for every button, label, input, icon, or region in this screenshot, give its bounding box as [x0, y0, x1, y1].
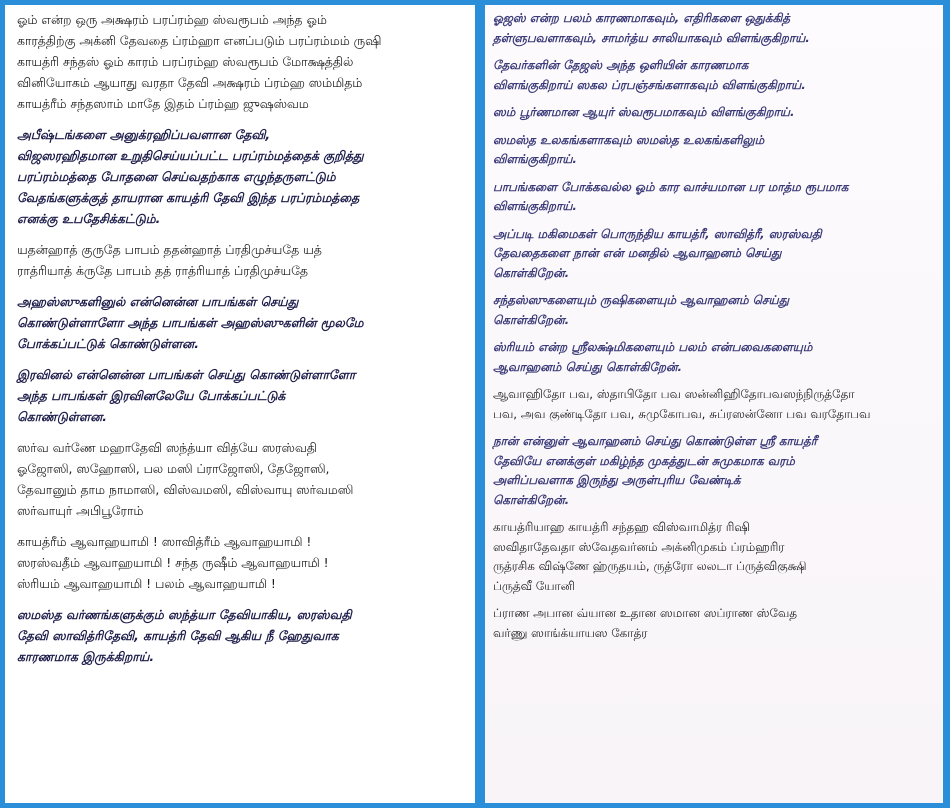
text-line: ஸர்வ வர்ணே மஹாதேவி ஸந்த்யா வித்யே ஸரஸ்வதி: [17, 440, 317, 455]
text-paragraph: [17, 124, 467, 229]
text-line: விளங்குகிறாய்.: [493, 199, 577, 213]
text-line: தள்ளுபவளாகவும், சாமர்த்ய சாலியாகவும் விளங்குகிறாய்.: [493, 30, 810, 45]
text-line: அஹஸ்ஸுகளினுல் என்னென்ன பாபங்கள் செய்து: [17, 294, 299, 309]
text-line: தேவியே எனக்குள் மகிழ்ந்த முகத்துடன் சுமுகமாக வரம்: [493, 453, 795, 468]
text-line: ஸ்ரியம் ஆவாஹயாமி ! பலம் ஆவாஹயாமி !: [17, 576, 276, 591]
text-paragraph: [493, 338, 935, 377]
text-paragraph: [17, 604, 467, 667]
text-line: ஓஜோஸி, ஸஹோஸி, பல மஸி ப்ராஜோஸி, தேஜோஸி,: [17, 461, 330, 476]
text-line: அபீஷ்டங்களை அனுக்ரஹிப்பவளான தேவி,: [17, 127, 271, 142]
text-paragraph: [493, 518, 935, 596]
text-line: தேவர்களின் தேஜஸ் அந்த ஒளியின் காரணமாக: [493, 58, 749, 72]
text-paragraph: [493, 103, 935, 123]
text-line: அளிப்பவளாக இருந்து அருள்புரிய வேண்டிக்: [493, 473, 741, 487]
text-paragraph: [17, 531, 467, 594]
text-line: காயத்ரீம் ஆவாஹயாமி ! ஸாவித்ரீம் ஆவாஹயாமி !: [17, 534, 312, 549]
text-paragraph: [493, 56, 935, 95]
text-line: பவ, அவ குண்டிதோ பவ, சுமுகோபவ, சுப்ரஸன்னோ பவ வரதோபவ: [493, 406, 871, 421]
text-line: ஸ்ரியம் என்ற ஸ்ரீலக்ஷ்மிகளையும் பலம் என்பவைகளையும்: [493, 340, 813, 354]
text-line: இரவினல் என்னென்ன பாபங்கள் செய்து கொண்டுள்ளாளோ: [17, 367, 356, 382]
left-text-column: [5, 5, 475, 803]
text-line: பாபங்களை போக்கவல்ல ஓம் கார வாச்யமான பர மாத்ம ரூபமாக: [493, 179, 849, 194]
text-line: அந்த பாபங்கள் இரவினலேயே போக்கப்பட்டுக்: [17, 388, 286, 403]
text-line: அப்படி மகிமைகள் பொருந்திய காயத்ரீ, ஸாவித்ரீ, ஸரஸ்வதி: [493, 226, 822, 241]
text-line: ஆவாஹிதோ பவ, ஸ்தாபிதோ பவ ஸன்னிஹிதோபவஸந்நிருத்தோ: [493, 387, 855, 401]
text-line: ஸரஸ்வதீம் ஆவாஹயாமி ! சந்த ருஷீம் ஆவாஹயாமி !: [17, 555, 329, 570]
text-line: யதன்ஹாத் குருதே பாபம் ததன்ஹாத் ப்ரதிமுச்யதே யத்: [17, 242, 322, 257]
text-line: வேதங்களுக்குத் தாயரான காயத்ரி தேவி இந்த பரப்ரம்மத்தை: [17, 190, 360, 205]
text-line: ஸவிதாதேவதா ஸ்வேதவர்னம் அக்னிமுகம் ப்ரம்ஹரிர: [493, 539, 785, 554]
text-paragraph: [493, 432, 935, 510]
text-line: காயத்ரீம் சந்தஸாம் மாதே இதம் ப்ரம்ஹ ஜுஷஸ்வம: [17, 96, 309, 111]
text-paragraph: [17, 437, 467, 521]
text-paragraph: [17, 9, 467, 114]
text-line: ஸமஸ்த வர்ணங்களுக்கும் ஸந்த்யா தேவியாகிய, ஸரஸ்வதி: [17, 607, 352, 622]
text-paragraph: [493, 291, 935, 330]
text-line: தேவதைகளை நான் என் மனதில் ஆவாஹனம் செய்து: [493, 246, 782, 260]
text-paragraph: [17, 291, 467, 354]
text-line: நான் என்னுள் ஆவாஹனம் செய்து கொண்டுள்ள ஸ்ரீ காயத்ரீ: [493, 434, 817, 448]
text-line: கொள்கிறேன்.: [493, 312, 570, 327]
right-text-column: [485, 5, 943, 803]
text-line: வினியோகம் ஆயாது வரதா தேவி அக்ஷரம் ப்ரம்ஹ ஸம்மிதம்: [17, 75, 363, 90]
text-line: எனக்கு உபதேசிக்கட்டும்.: [17, 211, 161, 226]
text-line: வர்ணு ஸாங்க்யாயஸ கோத்ர: [493, 625, 648, 640]
text-line: கொள்கிறேன்.: [493, 265, 570, 280]
text-paragraph: [17, 239, 467, 281]
text-line: விளங்குகிறாய்.: [493, 152, 577, 166]
text-line: தேவானும் தாம நாமாஸி, விஸ்வமஸி, விஸ்வாயு ஸர்வமஸி: [17, 482, 354, 497]
text-line: விஜஸரஹிதமான உறுதிசெய்யப்பட்ட பரப்ரம்மத்தைக் குறித்து: [17, 148, 364, 163]
text-paragraph: [493, 9, 935, 48]
text-line: தேவி ஸாவித்ரிதேவி, காயத்ரி தேவி ஆகிய நீ ஹேதுவாக: [17, 628, 339, 643]
text-paragraph: [17, 364, 467, 427]
text-line: விளங்குகிறாய் ஸகல ப்ரபஞ்சங்களாகவும் விளங்குகிறாய்.: [493, 77, 806, 92]
text-paragraph: [493, 385, 935, 424]
text-line: ஓம் என்ற ஒரு அக்ஷரம் பரப்ரம்ஹ ஸ்வரூபம் அந்த ஓம்: [17, 12, 327, 27]
text-line: ராத்ரியாத் க்ருதே பாபம் தத் ராத்ரியாத் ப்ரதிமுச்யதே: [17, 263, 308, 278]
text-line: ஸமஸ்த உலகங்களாகவும் ஸமஸ்த உலகங்களிலும்: [493, 132, 765, 147]
text-line: சந்தஸ்ஸுகளையும் ருஷிகளையும் ஆவாஹனம் செய்து: [493, 293, 790, 307]
text-line: காரத்திற்கு அக்னி தேவதை ப்ரம்ஹா எனப்படும் பரப்ரம்மம் ருஷி: [17, 33, 382, 48]
text-line: கொண்டுள்ளன.: [17, 409, 107, 424]
text-line: ப்ருத்வீ யோனி: [493, 578, 575, 593]
text-line: காயத்ரியாஹ காயத்ரி சந்தஹ விஸ்வாமித்ர ரிஷி: [493, 520, 750, 534]
text-line: பரப்ரம்மத்தை போதனை செய்வதற்காக எழுந்தருளட்டும்: [17, 169, 336, 184]
text-paragraph: [493, 604, 935, 643]
text-line: காயத்ரி சந்தஸ் ஓம் காரம் பரப்ரம்ஹ ஸ்வரூபம் மோக்ஷத்தில்: [17, 54, 354, 69]
text-paragraph: [493, 131, 935, 170]
text-paragraph: [493, 225, 935, 284]
text-paragraph: [493, 178, 935, 217]
text-line: கொண்டுள்ளாளோ அந்த பாபங்கள் அஹஸ்ஸுகளின் மூலமே: [17, 315, 364, 330]
text-line: ஆவாஹனம் செய்து கொள்கிறேன்.: [493, 359, 683, 374]
text-line: காரணமாக இருக்கிறாய்.: [17, 649, 155, 664]
text-line: ப்ராண அபான வ்யான உதான ஸமான ஸப்ராண ஸ்வேத: [493, 606, 797, 620]
text-line: ஸர்வாயுர் அபிபூரோம்: [17, 503, 144, 518]
text-line: ருத்ரசிக விஷ்ணே ஹ்ருதயம், ருத்ரோ லலடா ப்ருத்விகுக்ஷி: [493, 559, 807, 573]
text-line: கொள்கிறேன்.: [493, 492, 570, 507]
text-line: போக்கப்பட்டுக் கொண்டுள்ளன.: [17, 336, 199, 351]
text-line: ஓஜஸ் என்ற பலம் காரணமாகவும், எதிரிகளை ஒதுக்கித்: [493, 11, 791, 25]
text-line: ஸம் பூர்ணமான ஆயுர் ஸ்வரூபமாகவும் விளங்குகிறாய்.: [493, 105, 795, 119]
